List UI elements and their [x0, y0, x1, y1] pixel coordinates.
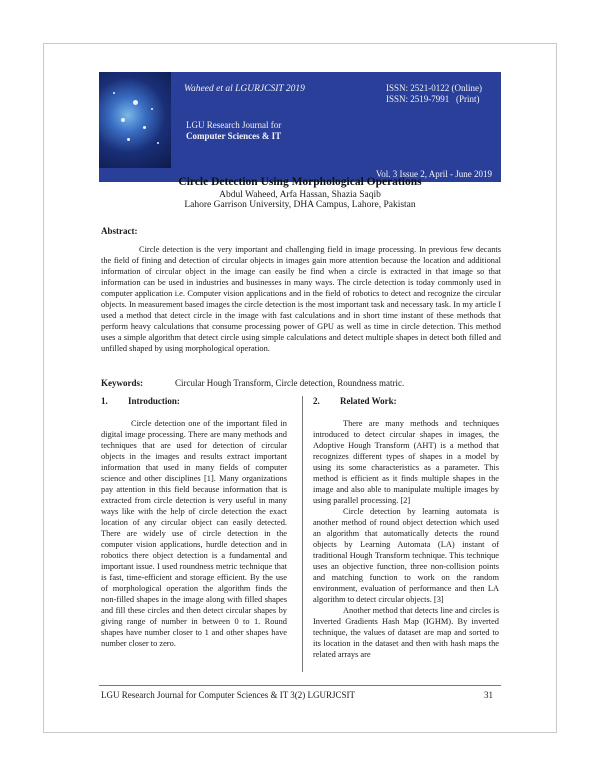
column-right [313, 396, 499, 660]
section-title: Introduction: [128, 396, 180, 406]
footer-journal: LGU Research Journal for Computer Sciences & IT 3(2) LGURJCSIT [101, 690, 356, 700]
introduction-paragraph: Circle detection one of the important filed in digital image processing. There are many methods and techniques that are used for detection of circular objects in the images and results extract important information that used in many fields of computer science and other disciplines [1]. Many organizations pay attention in this field because information that is extracted from circle detection is very useful in many ways like with the help of circle detection the exact location of any circular object can easily detected. There are widely use of circle detection in the computer vision applications, hurdle detection and in robotics there object detection is a fundamental and important issue. I used roundness metric technique that is fast, time-efficient and storage efficient. By the use of morphological operation the algorithm finds the non-filled shapes in the image along with filled shapes and fill these circles and then detect circular shapes by giving range of number in between 0 to 1. Round shapes have number closer to 1 and other shapes have number closer to zero. [101, 419, 287, 648]
keywords-label: Keywords: [101, 378, 143, 388]
journal-name-line2: Computer Sciences & IT [186, 131, 282, 141]
volume-issue: Vol. 3 Issue 2, April - June 2019 [375, 169, 492, 179]
issn-print: ISSN: 2519-7991 (Print) [386, 94, 480, 104]
section-number: 1. [101, 396, 108, 406]
issn-online: ISSN: 2521-0122 (Online) [386, 83, 482, 93]
paper-affiliation: Lahore Garrison University, DHA Campus, Lahore, Pakistan [184, 200, 416, 210]
journal-name-line1: LGU Research Journal for [186, 120, 282, 130]
section-title: Related Work: [340, 396, 397, 406]
related-work-paragraph-2: Circle detection by learning automata is another method of round object detection which used an algorithm that automatically detects the round objects by Learning Automata (LA) instant of traditional Hough Transform technique. This technique uses an objective function, three non-collision points and matching function to work on the random environment, evaluation of performance and then LA algorithm to detect circular objects. [3] [313, 507, 499, 604]
section-heading-introduction [101, 396, 287, 407]
column-divider [302, 396, 303, 672]
related-work-paragraph-1: There are many methods and techniques introduced to detect circular shapes in images, the Adoptive Hough Transform (AHT) is a method that recognizes different types of shapes in a model by using its some characteristics as a parameter. This method is efficient as it finds multiple shapes in the image and also able to manipulate multiple images by using parallel processing. [2] [313, 419, 499, 505]
issn-block [386, 83, 482, 105]
section-heading-related-work [313, 396, 499, 407]
page-number: 31 [484, 690, 493, 700]
section-number: 2. [313, 396, 320, 406]
abstract-text: Circle detection is the very important and challenging field in image processing. In previous few decants the field of fining and detection of circular objects in images gain more attention because the location and additional information of circular object in the image can easily be find when a circle is extracted in that image so that information can be used in industries and businesses in many ways. The circle detection is today commonly used in computer application i.e. Computer vision applications and in the field of robotics to detect and recognize the circular objects. In measurement based images the circle detection is the most important task and necessary task. In my article I used a method that detect circle in the image with fast calculations and in short time instant of these methods that perform heavy calculations that consume processing power of GPU as well as time in circle detection. This method uses a simple algorithm that detect circle using simple calculations and detect multiple shapes in detect both filled and unfilled shaped by using morphological operation. [101, 245, 501, 353]
related-work-paragraph-3: Another method that detects line and circles is Inverted Gradients Hash Map (IGHM). By inverted technique, the values of dataset are map and sorted to its location in the dataset and then with hash maps the related arrays are [313, 606, 499, 659]
running-header: Waheed et al LGURJCSIT 2019 [184, 84, 305, 94]
banner-logo-image [99, 72, 171, 168]
paper-title: Circle Detection Using Morphological Operations [178, 176, 422, 188]
paper-authors: Abdul Waheed, Arfa Hassan, Shazia Saqib [219, 190, 381, 200]
journal-banner [99, 72, 501, 168]
abstract-label: Abstract: [101, 226, 138, 236]
footer-rule [99, 685, 501, 686]
journal-name [186, 120, 281, 142]
keywords-text: Circular Hough Transform, Circle detection, Roundness matric. [175, 378, 405, 388]
column-left [101, 396, 287, 649]
